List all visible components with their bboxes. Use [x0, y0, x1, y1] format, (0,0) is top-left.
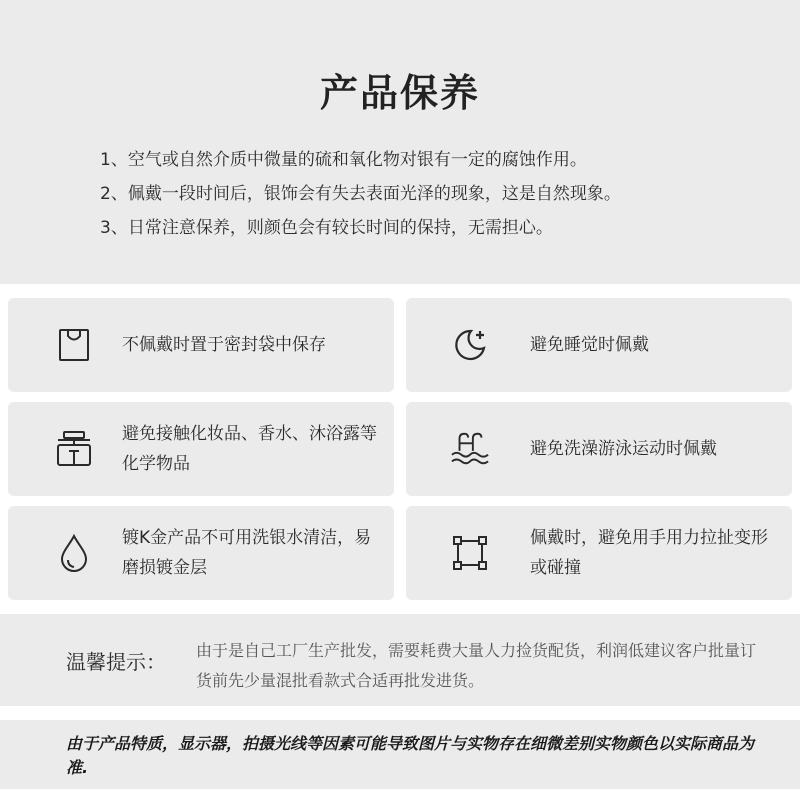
- care-card-text: 避免洗澡游泳运动时佩戴: [530, 439, 717, 459]
- care-card-text: 避免睡觉时佩戴: [530, 335, 649, 355]
- care-tips-grid: [8, 298, 792, 600]
- care-note: 1、空气或自然介质中微量的硫和氧化物对银有一定的腐蚀作用。: [100, 150, 587, 170]
- care-card-gold-plating: [8, 506, 394, 600]
- care-note: 2、佩戴一段时间后，银饰会有失去表面光泽的现象，这是自然现象。: [100, 184, 621, 204]
- disclaimer-text: 由于产品特质，显示器，拍摄光线等因素可能导致图片与实物存在细微差别实物颜色以实际商品为准.: [66, 734, 755, 777]
- bag-icon: [54, 325, 94, 365]
- care-card-no-chemicals: [8, 402, 394, 496]
- care-card-sealed-bag: [8, 298, 394, 392]
- care-card-text: 佩戴时，避免用手用力拉扯变形或碰撞: [530, 528, 768, 578]
- care-card-no-pulling: [406, 506, 792, 600]
- care-card-text: 不佩戴时置于密封袋中保存: [122, 335, 326, 355]
- swimming-pool-icon: [450, 429, 490, 469]
- moon-star-icon: [450, 325, 490, 365]
- disclaimer-section: [0, 720, 800, 789]
- care-header-section: [0, 0, 800, 284]
- deform-square-icon: [450, 533, 490, 573]
- care-notes-list: [100, 150, 780, 252]
- care-card-no-swimming: [406, 402, 792, 496]
- warm-tip-text: 由于是自己工厂生产批发，需要耗费大量人力捡货配货，利润低建议客户批量订货前先少量混批看款式合适再批发进货。: [196, 641, 757, 690]
- warm-tip-section: [0, 614, 800, 706]
- care-card-no-sleep: [406, 298, 792, 392]
- page-title: 产品保养: [319, 71, 480, 115]
- water-drop-icon: [54, 533, 94, 573]
- care-card-text: 镀K金产品不可用洗银水清洁，易磨损镀金层: [122, 528, 372, 578]
- care-card-text: 避免接触化妆品、香水、沐浴露等化学物品: [122, 424, 377, 474]
- care-note: 3、日常注意保养，则颜色会有较长时间的保持，无需担心。: [100, 218, 553, 238]
- perfume-bottle-icon: [54, 429, 94, 469]
- warm-tip-label: 温馨提示：: [66, 650, 166, 674]
